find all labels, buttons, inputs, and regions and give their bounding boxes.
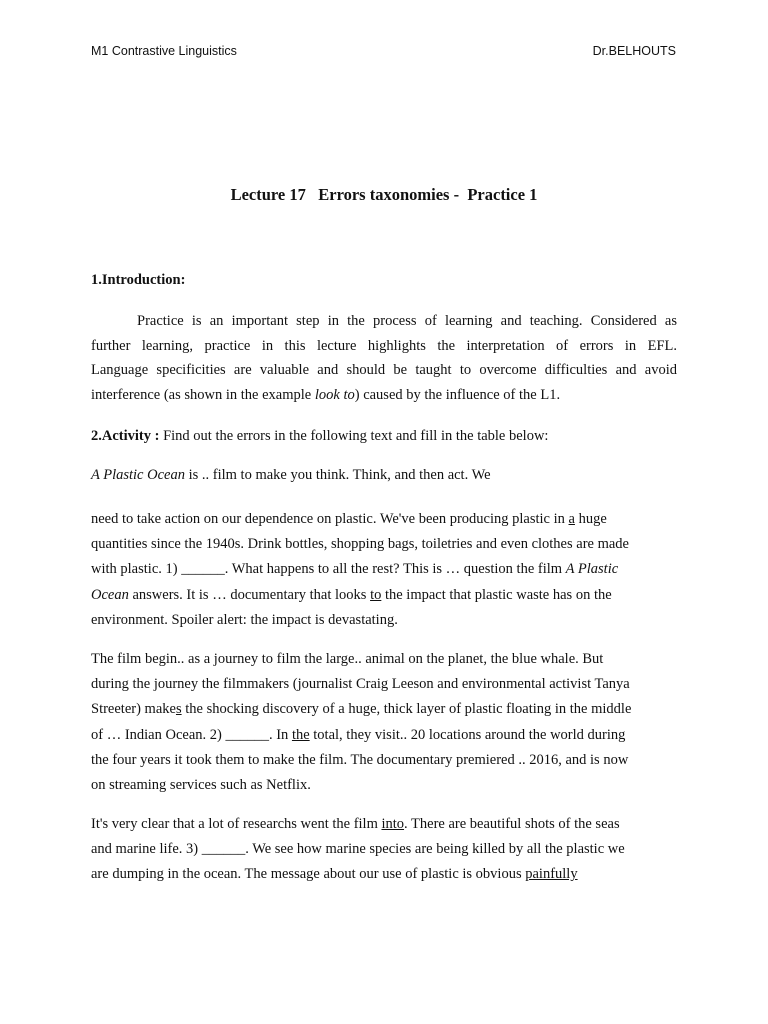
p1-line-5: environment. Spoiler alert: the impact is devastating. [91, 611, 398, 628]
exercise-paragraph-1 [91, 507, 681, 633]
p1-line-3: with plastic. 1) ______. What happens to all the rest? This is … question the film A Plastic [91, 561, 619, 578]
underlined-error-painfully: painfully [525, 866, 578, 883]
underlined-error-a: a [568, 511, 575, 527]
activity-instruction [91, 428, 691, 445]
text-intro-line [91, 467, 491, 484]
example-look-to: look to [314, 387, 355, 404]
page-title: Lecture 17 Errors taxonomies - Practice 1 [230, 185, 538, 204]
exercise-paragraph-3 [91, 812, 681, 888]
underlined-error-s: s [175, 701, 182, 718]
underlined-error-to: to [370, 586, 382, 603]
intro-line-4 [91, 383, 677, 408]
text-intro-rest: is .. film to make you think. Think, and then act. We [184, 467, 491, 483]
activity-label: 2.Activity : [91, 428, 160, 444]
p1-line-4: Ocean answers. It is … documentary that looks to the impact that plastic waste has on the [91, 586, 612, 603]
p2-line-4: of … Indian Ocean. 2) ______. In the total, they visit.. 20 locations around the world during [91, 726, 626, 743]
p2-line-5: the four years it took them to make the film. The documentary premiered .. 2016, and is now [91, 751, 629, 768]
p1-line-1: need to take action on our dependence on plastic. We've been producing plastic in a huge [91, 511, 607, 527]
p2-line-1: The film begin.. as a journey to film the large.. animal on the planet, the blue whale. But [91, 651, 604, 667]
p2-line-6: on streaming services such as Netflix. [91, 777, 311, 794]
p2-line-2: during the journey the filmmakers (journalist Craig Leeson and environmental activist Tanya [91, 676, 630, 693]
intro-line-2: further learning, practice in this lecture highlights the interpretation of errors in EFL. [91, 337, 677, 354]
p3-line-2: and marine life. 3) ______. We see how marine species are being killed by all the plastic we [91, 841, 625, 858]
header-course-title: M1 Contrastive Linguistics [91, 44, 237, 58]
intro-line-1: Practice is an important step in the process of learning and teaching. Considered as [137, 313, 677, 329]
introduction-paragraph [91, 309, 677, 408]
introduction-heading: 1.Introduction: [91, 272, 186, 288]
p1-line-2: quantities since the 1940s. Drink bottles, shopping bags, toiletries and even clothes are made [91, 536, 629, 553]
intro-line-4-start: interference (as shown in the example [91, 387, 315, 404]
film-title: A Plastic Ocean [91, 467, 185, 483]
p3-line-1: It's very clear that a lot of researchs went the film into. There are beautiful shots of the seas [91, 816, 620, 832]
p3-line-3: are dumping in the ocean. The message about our use of plastic is obvious painfully [91, 866, 578, 883]
underlined-error-into: into [381, 816, 405, 832]
p2-line-3: Streeter) makes the shocking discovery of a huge, thick layer of plastic floating in the middle [91, 701, 632, 718]
exercise-paragraph-2 [91, 647, 681, 798]
header-author: Dr.BELHOUTS [592, 44, 676, 58]
underlined-error-the: the [291, 726, 310, 743]
activity-text: Find out the errors in the following text and fill in the table below: [159, 428, 549, 444]
intro-line-3: Language specificities are valuable and should be taught to overcome difficulties and avoid [91, 362, 677, 379]
intro-line-4-end: ) caused by the influence of the L1. [354, 387, 561, 404]
